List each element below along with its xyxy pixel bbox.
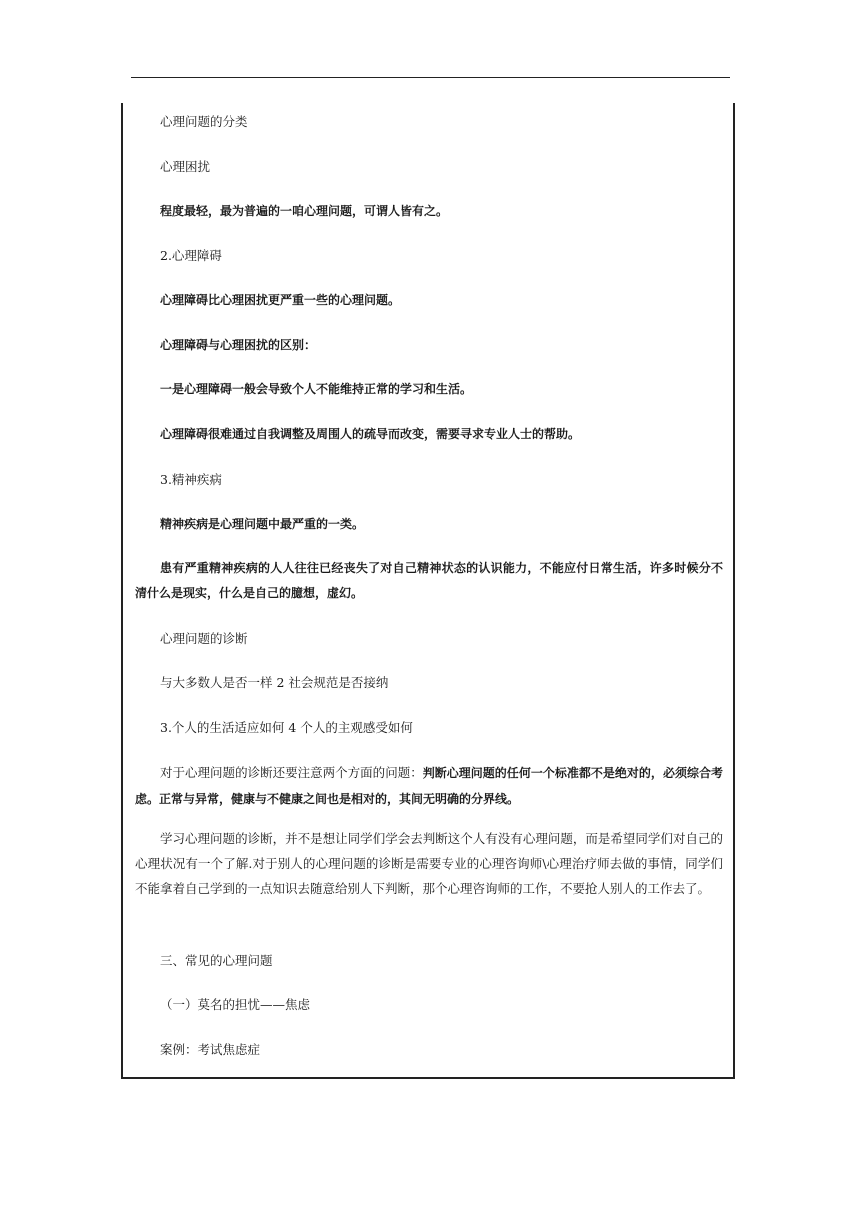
paragraph-disorder-difference: 心理障碍与心理困扰的区别： xyxy=(160,338,317,352)
heading-classification: 心理问题的分类 xyxy=(160,114,248,129)
heading-diagnosis: 心理问题的诊断 xyxy=(160,631,248,646)
paragraph-illness-desc: 精神疾病是心理问题中最严重的一类。 xyxy=(160,517,365,531)
paragraph-criteria-one-two: 与大多数人是否一样 2 社会规范是否接纳 xyxy=(160,675,389,690)
paragraph-disorder-desc: 心理障碍比心理困扰更严重一些的心理问题。 xyxy=(160,293,401,307)
paragraph-diagnosis-notes xyxy=(135,760,723,812)
subheading-anxiety: （一）莫名的担忧——焦虑 xyxy=(160,997,311,1012)
header-rule xyxy=(131,77,730,78)
paragraph-diagnosis-purpose: 学习心理问题的诊断，并不是想让同学们学会去判断这个人有没有心理问题，而是希望同学们对自己的心理状况有一个了解.对于别人的心理问题的诊断是需要专业的心理咨询师\心理治疗师去做的事情，同学们不能拿着自己学到的一点知识去随意给别人下判断，那个心理咨询师的工作，不要抢人别人的工作去了。 xyxy=(135,831,723,896)
paragraph-distress-desc: 程度最轻，最为普遍的一咱心理问题，可谓人皆有之。 xyxy=(160,204,449,218)
heading-common-problems: 三、常见的心理问题 xyxy=(160,953,273,968)
content-box xyxy=(121,103,735,1079)
subheading-psych-distress: 心理困扰 xyxy=(160,159,211,174)
subheading-psych-disorder: 2.心理障碍 xyxy=(160,248,222,263)
diagnosis-notes-bold: 判断心理问题的任何一个标准都不是绝对的，必须综合考虑。正常与异常，健康与不健康之间也是相对的，其间无明确的分界线。 xyxy=(135,766,723,806)
paragraph-difference-two: 心理障碍很难通过自我调整及周围人的疏导而改变，需要寻求专业人士的帮助。 xyxy=(160,427,581,441)
subheading-mental-illness: 3.精神疾病 xyxy=(160,472,222,487)
paragraph-illness-detail: 患有严重精神疾病的人人往往已经丧失了对自己精神状态的认识能力，不能应付日常生活，许多时候分不清什么是现实，什么是自己的臆想，虚幻。 xyxy=(135,561,723,600)
paragraph-case-exam-anxiety: 案例：考试焦虑症 xyxy=(160,1042,261,1057)
paragraph-criteria-three-four: 3.个人的生活适应如何 4 个人的主观感受如何 xyxy=(160,720,413,735)
paragraph-difference-one: 一是心理障碍一般会导致个人不能维持正常的学习和生活。 xyxy=(160,382,473,396)
diagnosis-notes-intro: 对于心理问题的诊断还要注意两个方面的问题： xyxy=(160,765,423,780)
